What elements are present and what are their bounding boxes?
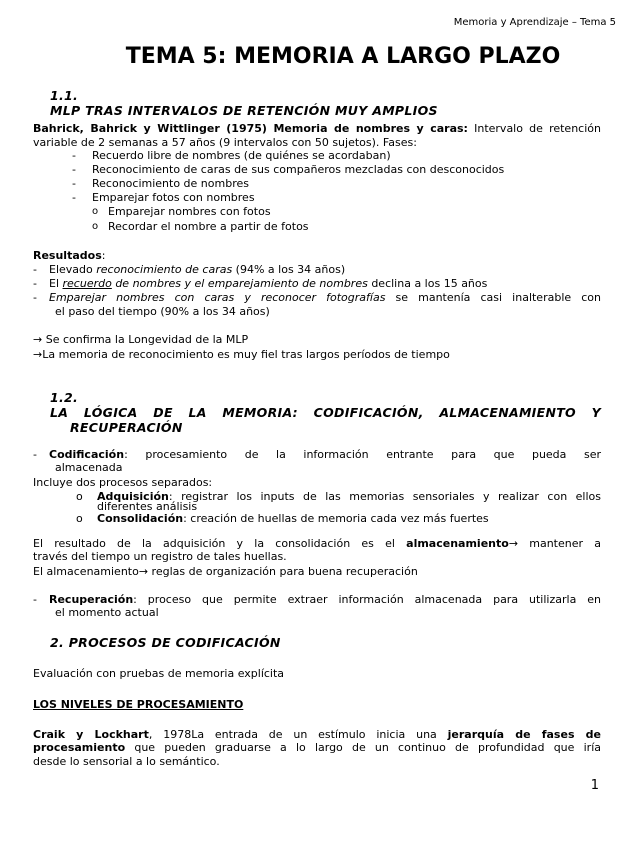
craik-text: Craik y Lockhart, 1978La entrada de un estímulo inicia una jerarquía de fases de [33,728,601,741]
codificacion-dash: - [33,448,37,461]
bahrick-text: Intervalo de retención variable de 2 semanas a 57 años (9 intervalos con 50 sujetos). Fases: [33,122,601,149]
arrow-right-icon: → [138,565,149,578]
circle-bullet-icon: o [76,490,83,503]
codificacion-text-cont: almacenada [55,461,123,474]
recuperacion-text: Recuperación: proceso que permite extraer información almacenada para utilizarla en [49,593,601,606]
page-number: 1 [590,778,599,793]
adquisicion-text: Adquisición: registrar los inputs de las memorias sensoriales y realizar con ellos [97,490,601,503]
section-1-2-number: 1.2. [50,390,79,405]
result-item-text-cont: el paso del tiempo (90% a los 34 años) [55,305,270,318]
bahrick-paragraph [33,122,601,149]
includes-text: Incluye dos procesos separados: [33,476,213,489]
subphases-list: o Emparejar nombres con fotos o Recordar el nombre a partir de fotos [92,205,309,233]
result-item-text: Emparejar nombres con caras y reconocer fotografías se mantenía casi inalterable con [49,291,601,304]
recuperacion-text-cont: el momento actual [55,606,159,619]
result-item: - El recuerdo de nombres y el emparejamiento de nombres declina a los 15 años [33,277,488,290]
section-1-2-title: LA LÓGICA DE LA MEMORIA: CODIFICACIÓN, ALMACENAMIENTO Y [50,405,601,420]
section-1-1-title: MLP TRAS INTERVALOS DE RETENCIÓN MUY AMPLIOS [50,103,438,118]
section-1-2-title-cont: RECUPERACIÓN [70,420,183,435]
circle-bullet-icon: o [92,221,99,232]
consolidacion-text: Consolidación: creación de huellas de memoria cada vez más fuertes [97,512,489,525]
section-2-title: 2. PROCESOS DE CODIFICACIÓN [50,635,281,650]
craik-text-cont: procesamiento que pueden graduarse a lo largo de un continuo de profundidad que iría [33,741,601,754]
arrow-right-icon: → [33,333,43,346]
conclusion-1: → Se confirma la Longevidad de la MLP [33,333,249,346]
phases-list: - Recuerdo libre de nombres (de quiénes se acordaban) - Reconocimiento de caras de sus compañeros mezcladas con desconocidos - Reconocimiento de nombres - Emparejar fotos con nombres [72,149,505,204]
codificacion-text: Codificación: procesamiento de la información entrante para que pueda ser [49,448,601,461]
arrow-right-icon: → [33,348,43,361]
craik-text-end: desde lo sensorial a lo semántico. [33,755,220,768]
almacenamiento-rules: El almacenamiento→ reglas de organización para buena recuperación [33,565,418,578]
bahrick-heading: Bahrick, Bahrick y Wittlinger (1975) Memoria de nombres y caras: [33,122,468,135]
almacenamiento-text-cont: través del tiempo un registro de tales huellas. [33,550,287,563]
conclusion-2: →La memoria de reconocimiento es muy fiel tras largos períodos de tiempo [33,348,450,361]
running-header: Memoria y Aprendizaje – Tema 5 [453,17,616,28]
evaluation-text: Evaluación con pruebas de memoria explícita [33,667,285,680]
adquisicion-text-cont: diferentes análisis [97,500,198,513]
circle-bullet-icon: o [76,512,83,525]
recuperacion-dash: - [33,593,37,606]
circle-bullet-icon: o [92,206,99,217]
results-heading: Resultados: [33,249,106,262]
arrow-right-icon: → [508,537,519,550]
result-item: - [33,291,37,304]
almacenamiento-text: El resultado de la adquisición y la consolidación es el almacenamiento→ mantener a [33,537,601,550]
section-1-1-number: 1.1. [50,88,79,103]
page-title: TEMA 5: MEMORIA A LARGO PLAZO [125,44,561,69]
result-item: - Elevado reconocimiento de caras (94% a los 34 años) [33,263,346,276]
levels-heading: LOS NIVELES DE PROCESAMIENTO [33,698,244,711]
